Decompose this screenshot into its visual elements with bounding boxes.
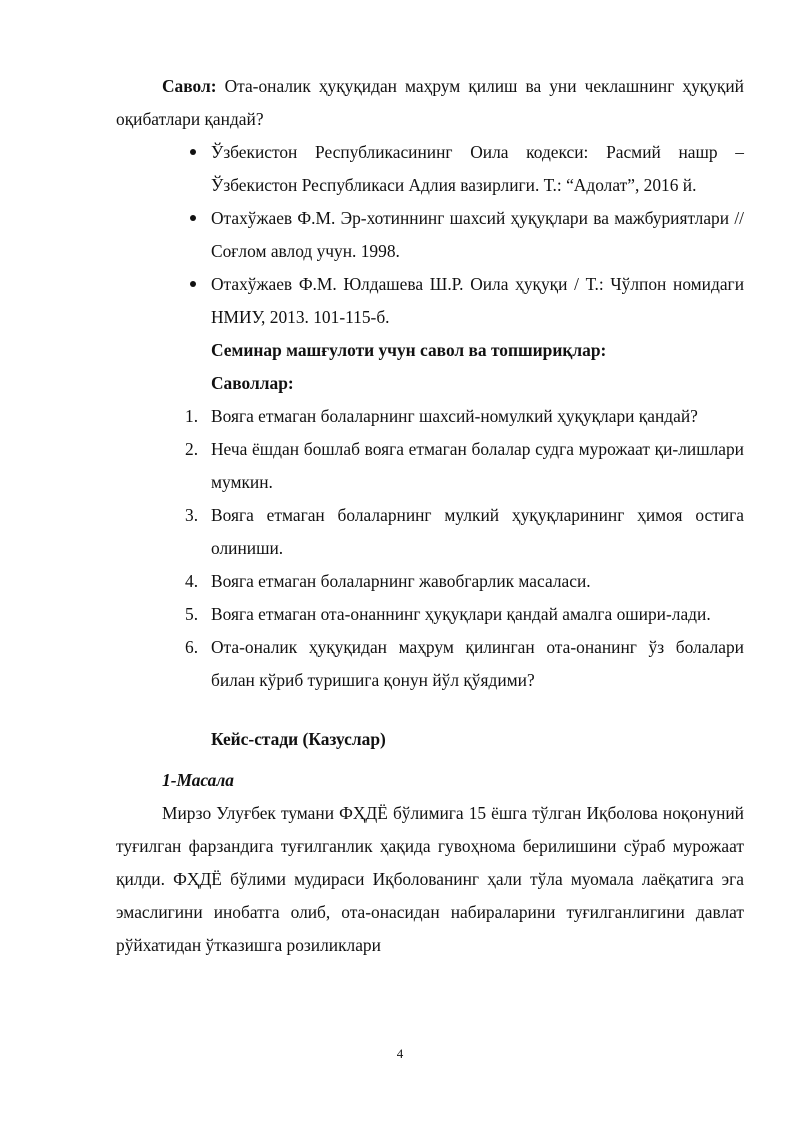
question-item <box>185 499 744 565</box>
question-label: Савол: <box>162 76 217 96</box>
question-item <box>185 400 744 433</box>
reference-item: Отахўжаев Ф.М. Эр-хотиннинг шахсий ҳуқуқлари ва мажбуриятлари // Соғлом авлод учун. 1998. <box>211 202 744 268</box>
question-number: 5. <box>185 604 199 624</box>
question-item-text: Вояга етмаган ота-онаннинг ҳуқуқлари қандай амалга ошири-лади. <box>211 604 711 624</box>
question-item-text: Вояга етмаган болаларнинг жавобгарлик масаласи. <box>211 571 591 591</box>
questions-heading: Саволлар: <box>211 373 294 393</box>
question-item <box>185 433 744 499</box>
question-list <box>116 400 744 697</box>
reference-item: Ўзбекистон Республикасининг Оила кодекси: Расмий нашр – Ўзбекистон Республикаси Адлия вазирлиги. Т.: “Адолат”, 2016 й. <box>211 136 744 202</box>
question-paragraph <box>116 70 744 136</box>
question-item-text: Ота-оналик ҳуқуқидан маҳрум қилинган ота-онанинг ўз болалари билан кўриб туришига қонун йўл қўядими? <box>211 637 744 690</box>
question-number: 3. <box>185 505 199 525</box>
question-number: 2. <box>185 439 199 459</box>
question-item-text: Вояга етмаган болаларнинг шахсий-номулкий ҳуқуқлари қандай? <box>211 406 698 426</box>
seminar-heading: Семинар машғулоти учун савол ва топшириқлар: <box>211 340 607 360</box>
question-item <box>185 598 744 631</box>
page-number: 4 <box>396 1046 404 1061</box>
question-item-text: Неча ёшдан бошлаб вояга етмаган болалар судга мурожаат қи-лишлари мумкин. <box>211 439 744 492</box>
case-paragraph: Мирзо Улуғбек тумани ФҲДЁ бўлимига 15 ёшга тўлган Иқболова ноқонуний туғилган фарзандига туғилганлик ҳақида гувоҳнома берилишини сўраб мурожаат қилди. ФҲДЁ бўлими мудираси Иқболованинг ҳали тўла муомала лаёқатига эга эмаслигини инобатга олиб, ота-онасидан набираларини туғилганлигини давлат рўйхатидан ўтказишга розиликлари <box>116 803 744 955</box>
question-text: Ота-оналик ҳуқуқидан маҳрум қилиш ва уни чеклашнинг ҳуқуқий оқибатлари қандай? <box>116 76 744 129</box>
reference-list <box>116 136 744 334</box>
section-gap <box>116 697 744 723</box>
case-study-heading: Кейс-стади (Казуслар) <box>211 729 386 749</box>
question-number: 6. <box>185 637 199 657</box>
question-number: 1. <box>185 406 199 426</box>
case-title: 1-Масала <box>162 770 234 790</box>
question-item-text: Вояга етмаган болаларнинг мулкий ҳуқуқларининг ҳимоя остига олиниши. <box>211 505 744 558</box>
reference-item: Отахўжаев Ф.М. Юлдашева Ш.Р. Оила ҳуқуқи / Т.: Чўлпон номидаги НМИУ, 2013. 101-115-б. <box>211 268 744 334</box>
question-item <box>185 631 744 697</box>
question-item <box>185 565 744 598</box>
question-number: 4. <box>185 571 199 591</box>
